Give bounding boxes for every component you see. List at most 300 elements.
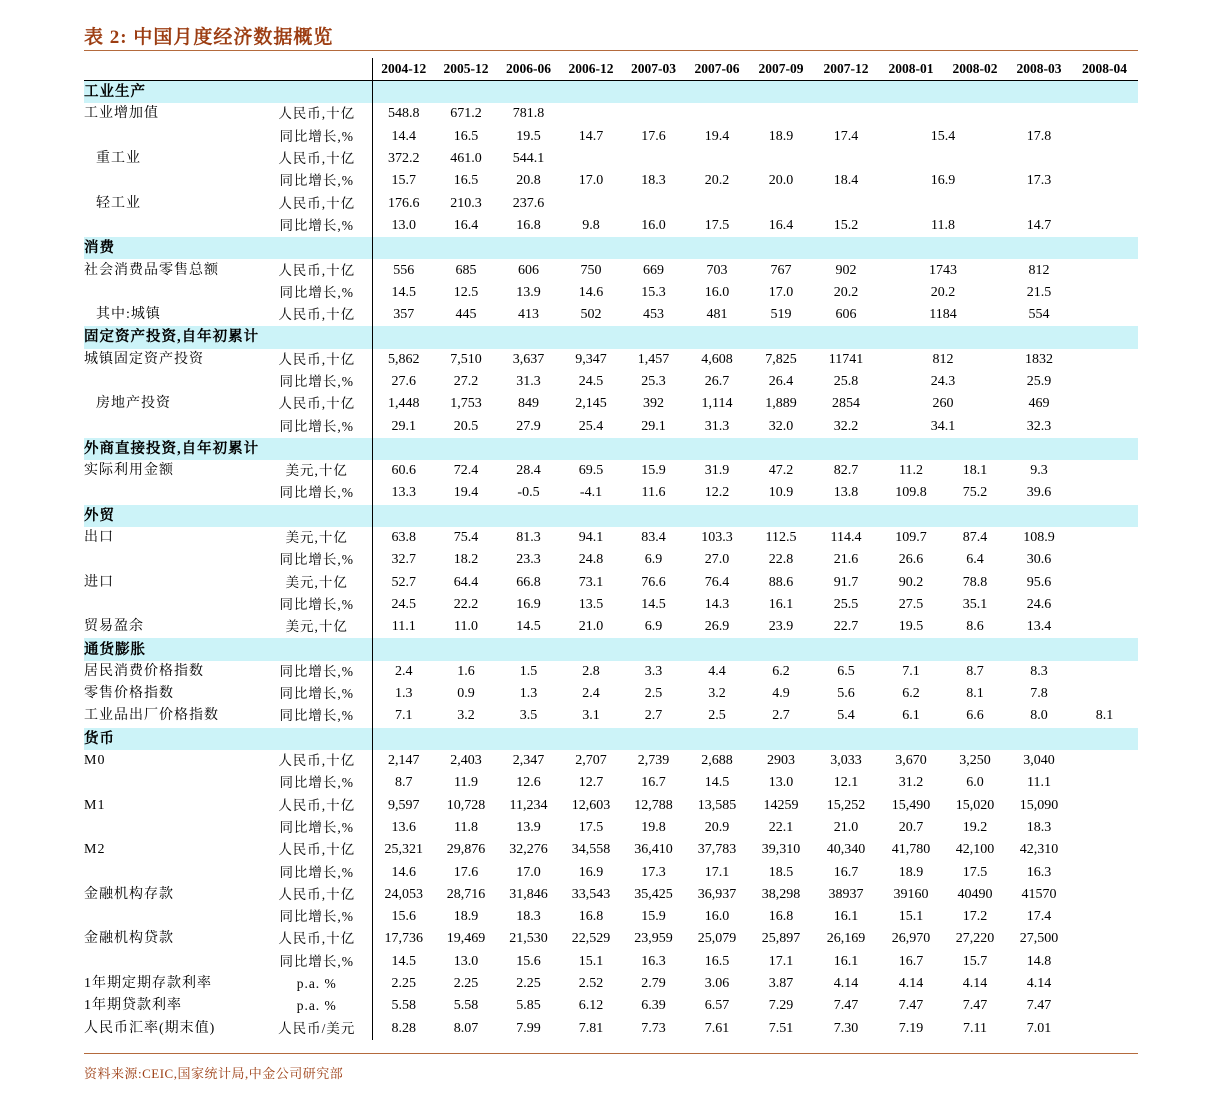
data-cell: 32.7: [372, 549, 435, 571]
data-cell: 37,783: [697, 842, 737, 858]
data-cell: 445: [455, 307, 477, 323]
data-cell: 11.9: [454, 775, 478, 791]
data-cell: [622, 192, 685, 214]
data-cell: [560, 103, 622, 125]
data-cell: 7,825: [765, 351, 797, 367]
row-unit: 人民币,十亿: [278, 195, 356, 211]
data-cell: 25.5: [833, 596, 859, 612]
data-cell: 2.52: [578, 976, 604, 992]
footer-divider: [84, 1053, 1138, 1054]
data-cell: 902: [835, 262, 857, 278]
table-row: [84, 861, 1138, 883]
data-cell: 39160: [893, 886, 929, 902]
data-cell: 16.1: [833, 909, 859, 925]
row-label: [84, 594, 262, 616]
data-cell: [1071, 126, 1138, 148]
data-cell: 27.9: [516, 418, 541, 434]
data-cell: 16.5: [453, 173, 479, 189]
row-label: [84, 415, 262, 437]
data-cell: 548.8: [372, 103, 435, 125]
data-cell: 27.0: [704, 552, 730, 568]
data-cell: [1071, 795, 1138, 817]
data-cell: 75.2: [962, 485, 988, 501]
table-row: [84, 795, 1138, 817]
data-cell: 15,252: [826, 797, 866, 813]
data-cell: 2,145: [575, 396, 607, 412]
data-cell: 109.7: [895, 530, 927, 546]
row-unit: 人民币/美元: [278, 1020, 356, 1036]
data-cell: 11.0: [454, 619, 478, 635]
data-cell: 8.07: [453, 1020, 479, 1036]
data-cell: 11.8: [454, 819, 478, 835]
data-cell: 17.1: [704, 864, 730, 880]
data-cell: 27.6: [372, 371, 435, 393]
data-cell: 24.6: [1026, 596, 1052, 612]
data-cell: 6.2: [772, 663, 790, 679]
data-cell: 0.9: [457, 686, 475, 702]
data-cell: 22.7: [833, 619, 859, 635]
data-cell: 87.4: [962, 530, 988, 546]
data-cell: 502: [580, 307, 602, 323]
data-cell: [1007, 192, 1071, 214]
data-cell: 19.2: [962, 819, 988, 835]
data-cell: 1,753: [450, 396, 482, 412]
row-label: 贸易盈余: [84, 619, 144, 635]
table-row: [84, 772, 1138, 794]
data-cell: 23,959: [634, 931, 673, 947]
data-cell: 2.7: [772, 708, 790, 724]
data-cell: 20.2: [833, 284, 859, 300]
table-row: [84, 304, 1138, 326]
data-cell: 15.7: [372, 170, 435, 192]
column-header: 2008-04: [1071, 58, 1138, 81]
data-cell: 16.3: [1026, 864, 1052, 880]
data-cell: 237.6: [512, 195, 545, 211]
data-cell: 18.3: [1026, 819, 1052, 835]
data-cell: 52.7: [372, 572, 435, 594]
data-cell: [1071, 817, 1138, 839]
table-row: [84, 616, 1138, 638]
data-cell: 20.8: [516, 173, 541, 189]
data-cell: 13.9: [516, 819, 541, 835]
data-cell: 26,970: [891, 931, 931, 947]
data-cell: 15,490: [891, 797, 931, 813]
data-cell: 781.8: [512, 106, 545, 122]
data-cell: 21.0: [578, 619, 604, 635]
data-cell: 14.5: [641, 596, 666, 612]
data-cell: 11.6: [641, 485, 666, 501]
data-cell: [1071, 282, 1138, 304]
data-cell: [685, 192, 749, 214]
data-cell: 8.3: [1030, 663, 1048, 679]
data-cell: 16.7: [641, 775, 666, 791]
source-note: 资料来源:CEIC,国家统计局,中金公司研究部: [84, 1066, 344, 1081]
data-cell: 11.1: [1027, 775, 1051, 791]
data-cell: [1071, 393, 1138, 415]
table-row: [84, 884, 1138, 906]
data-cell: 18.3: [641, 173, 666, 189]
data-cell: 606: [518, 262, 539, 278]
data-cell: 5.4: [837, 708, 855, 724]
data-cell: 2.25: [372, 973, 435, 995]
data-cell: 20.5: [453, 418, 479, 434]
data-cell: 75.4: [453, 530, 479, 546]
row-unit: 同比增长,%: [279, 864, 355, 880]
row-label: 工业增加值: [84, 106, 159, 122]
row-label: [84, 215, 262, 237]
data-cell: [1071, 661, 1138, 683]
data-cell: 26.7: [704, 374, 730, 389]
data-cell: 3.1: [582, 708, 600, 724]
table-row: [84, 192, 1138, 214]
data-cell: 7.11: [963, 1020, 987, 1036]
data-cell: 23.3: [516, 552, 541, 568]
section-header-row: [84, 326, 1138, 348]
data-cell: 210.3: [450, 195, 482, 211]
data-cell: 2.4: [372, 661, 435, 683]
data-cell: 5,862: [372, 349, 435, 371]
data-cell: 18.2: [453, 552, 479, 568]
data-cell: 14.5: [372, 282, 435, 304]
row-unit: 同比增长,%: [279, 374, 355, 389]
data-cell: 481: [706, 307, 728, 323]
data-cell: 544.1: [512, 151, 545, 167]
data-cell: 22.2: [453, 596, 479, 612]
data-cell: [879, 148, 943, 170]
data-cell: [1071, 371, 1138, 393]
table-row: [84, 839, 1138, 861]
data-cell: 88.6: [768, 574, 794, 590]
data-cell: 453: [643, 307, 664, 323]
data-cell: 13.4: [1026, 619, 1052, 635]
data-cell: 32,276: [509, 842, 548, 858]
data-cell: 2.5: [708, 708, 726, 724]
table-row: [84, 594, 1138, 616]
data-cell: 36,937: [697, 886, 737, 902]
data-cell: 17.3: [641, 864, 666, 880]
row-label: 房地产投资: [96, 396, 171, 412]
row-label: 零售价格指数: [84, 686, 174, 702]
data-cell: 16.0: [704, 284, 730, 300]
data-cell: [1071, 683, 1138, 705]
data-cell: 2,688: [701, 753, 733, 769]
row-unit: 同比增长,%: [279, 663, 355, 679]
section-fill: [372, 237, 1138, 259]
data-cell: 18.9: [768, 128, 794, 144]
data-cell: [1071, 750, 1138, 772]
data-cell: 1.6: [457, 663, 475, 679]
data-cell: 35,425: [634, 886, 673, 902]
data-cell: 16.8: [768, 909, 794, 925]
data-cell: 17.5: [578, 819, 604, 835]
data-cell: -0.5: [517, 485, 540, 501]
section-fill: [372, 438, 1138, 460]
row-label: M0: [84, 753, 106, 769]
data-cell: 15.2: [833, 217, 859, 233]
row-label: 1年期贷款利率: [84, 998, 182, 1014]
data-cell: 2.7: [644, 708, 663, 724]
data-cell: 17,736: [372, 928, 435, 950]
data-cell: 32.0: [768, 418, 794, 434]
row-unit: 美元,十亿: [285, 574, 348, 590]
data-cell: 39,310: [761, 842, 801, 858]
row-unit: 人民币,十亿: [278, 307, 356, 323]
data-cell: 19.5: [516, 128, 541, 144]
data-cell: 1.5: [519, 663, 538, 679]
data-cell: 8.28: [372, 1017, 435, 1039]
row-label: 城镇固定资产投资: [84, 351, 204, 367]
data-cell: 11.1: [372, 616, 435, 638]
row-label: [84, 817, 262, 839]
data-cell: 2,403: [450, 753, 482, 769]
data-cell: 15.1: [898, 909, 924, 925]
data-cell: 1743: [929, 262, 957, 278]
data-cell: 26.6: [898, 552, 924, 568]
data-cell: 26.4: [768, 374, 794, 389]
table-row: [84, 126, 1138, 148]
row-unit: 美元,十亿: [285, 463, 348, 479]
data-cell: 2.8: [582, 663, 600, 679]
data-cell: 2854: [832, 396, 860, 412]
row-label: 工业品出厂价格指数: [84, 708, 219, 724]
row-unit: 同比增长,%: [279, 552, 355, 568]
data-cell: 6.12: [578, 998, 604, 1014]
data-cell: 5.58: [372, 995, 435, 1017]
table-row: [84, 215, 1138, 237]
row-unit: 人民币,十亿: [278, 106, 356, 122]
data-cell: 47.2: [768, 463, 794, 479]
data-cell: 606: [835, 307, 857, 323]
data-cell: [1071, 482, 1138, 504]
data-cell: [1071, 170, 1138, 192]
data-cell: [1071, 772, 1138, 794]
data-cell: 1184: [929, 307, 957, 323]
data-cell: 12,603: [571, 797, 611, 813]
data-cell: 12.5: [453, 284, 479, 300]
data-cell: 28.4: [516, 463, 541, 479]
data-cell: [1071, 951, 1138, 973]
data-cell: 1,457: [637, 351, 670, 367]
row-unit: 同比增长,%: [279, 596, 355, 612]
data-cell: 21,530: [509, 931, 548, 947]
data-cell: 14.6: [578, 284, 604, 300]
row-label: [84, 861, 262, 883]
section-title: 外商直接投资,自年初累计: [84, 438, 372, 460]
data-cell: 14.4: [372, 126, 435, 148]
data-cell: 9,347: [575, 351, 607, 367]
data-cell: 29.1: [372, 415, 435, 437]
table-row: [84, 817, 1138, 839]
data-cell: 357: [372, 304, 435, 326]
table-row: [84, 259, 1138, 281]
table-row: [84, 1017, 1138, 1039]
data-cell: 685: [455, 262, 477, 278]
section-header-row: [84, 237, 1138, 259]
data-cell: 26.9: [704, 619, 730, 635]
data-cell: 6.4: [966, 552, 984, 568]
data-cell: 21.6: [833, 552, 859, 568]
column-header: 2006-12: [560, 58, 622, 81]
data-cell: 7.8: [1030, 686, 1048, 702]
data-cell: 15.1: [578, 953, 604, 969]
data-cell: 19.4: [704, 128, 730, 144]
data-cell: 27.5: [898, 596, 924, 612]
data-cell: 15,020: [955, 797, 995, 813]
data-cell: 20.2: [704, 173, 730, 189]
data-cell: 109.8: [895, 485, 927, 501]
data-cell: 24.5: [372, 594, 435, 616]
data-cell: 18.9: [898, 864, 924, 880]
section-header-row: [84, 81, 1138, 104]
data-cell: 7.19: [898, 1020, 924, 1036]
data-cell: 461.0: [450, 151, 482, 167]
data-cell: 16.8: [516, 217, 541, 233]
data-cell: [879, 192, 943, 214]
title-divider: [84, 50, 1138, 51]
row-unit: 人民币,十亿: [278, 842, 356, 858]
data-cell: 76.6: [641, 574, 666, 590]
data-cell: 8.1: [966, 686, 984, 702]
data-cell: 7.47: [1026, 998, 1052, 1014]
row-label: [84, 906, 262, 928]
data-cell: 9,597: [372, 795, 435, 817]
data-cell: [1071, 1017, 1138, 1039]
data-cell: 112.5: [765, 530, 797, 546]
data-cell: 25.9: [1026, 374, 1052, 389]
data-cell: 16.0: [704, 909, 730, 925]
data-cell: 8.7: [966, 663, 984, 679]
row-unit: p.a. %: [296, 976, 337, 992]
data-cell: 703: [706, 262, 728, 278]
data-cell: 16.7: [833, 864, 859, 880]
data-cell: 6.39: [641, 998, 666, 1014]
data-cell: 31.2: [898, 775, 924, 791]
row-unit: 人民币,十亿: [278, 753, 356, 769]
data-cell: 4.4: [708, 663, 726, 679]
data-cell: 40,340: [826, 842, 866, 858]
data-cell: 7.73: [641, 1020, 666, 1036]
table-row: [84, 973, 1138, 995]
data-cell: [622, 148, 685, 170]
column-header: 2007-12: [813, 58, 879, 81]
table-row: [84, 928, 1138, 950]
table-row: [84, 549, 1138, 571]
data-cell: 5.85: [516, 998, 541, 1014]
data-cell: 7.61: [704, 1020, 730, 1036]
data-cell: 2,707: [575, 753, 607, 769]
data-cell: 15.6: [516, 953, 541, 969]
row-label: 社会消费品零售总额: [84, 262, 219, 278]
data-cell: [1007, 148, 1071, 170]
data-cell: [749, 192, 813, 214]
data-cell: 3,250: [959, 753, 991, 769]
row-unit: 人民币,十亿: [278, 351, 356, 367]
data-cell: 21.5: [1026, 284, 1052, 300]
data-cell: 11,234: [509, 797, 548, 813]
data-cell: 42,100: [955, 842, 995, 858]
data-cell: 30.6: [1026, 552, 1052, 568]
data-cell: 35.1: [962, 596, 988, 612]
data-cell: [813, 103, 879, 125]
row-unit: 同比增长,%: [279, 775, 355, 791]
row-label: 出口: [84, 530, 114, 546]
data-cell: 91.7: [833, 574, 859, 590]
data-cell: 3,670: [895, 753, 927, 769]
data-cell: 12.2: [704, 485, 730, 501]
data-cell: 26,169: [826, 931, 866, 947]
data-cell: 8.6: [966, 619, 984, 635]
row-label: [84, 772, 262, 794]
data-cell: 31.3: [704, 418, 730, 434]
data-cell: 8.7: [372, 772, 435, 794]
data-cell: 13.6: [372, 817, 435, 839]
data-cell: [1071, 572, 1138, 594]
table-row: [84, 482, 1138, 504]
row-label: M2: [84, 842, 106, 858]
data-cell: 32.3: [1026, 418, 1052, 434]
data-cell: 114.4: [830, 530, 862, 546]
data-cell: 392: [643, 396, 664, 412]
data-cell: 90.2: [898, 574, 924, 590]
section-fill: [372, 728, 1138, 750]
data-cell: 2.79: [641, 976, 666, 992]
data-cell: 16.9: [578, 864, 604, 880]
data-cell: 13.8: [833, 485, 859, 501]
section-header-row: [84, 438, 1138, 460]
data-cell: 36,410: [634, 842, 673, 858]
data-cell: [1071, 594, 1138, 616]
data-cell: 3.06: [704, 976, 730, 992]
table-row: [84, 527, 1138, 549]
table-row: [84, 349, 1138, 371]
data-cell: 4.14: [898, 976, 924, 992]
row-unit: 人民币,十亿: [278, 931, 356, 947]
data-cell: 16.4: [768, 217, 794, 233]
table-row: [84, 393, 1138, 415]
header-blank: [262, 58, 372, 81]
data-cell: 22.1: [768, 819, 794, 835]
data-cell: 23.9: [768, 619, 794, 635]
data-cell: 27,220: [955, 931, 995, 947]
data-cell: 19,469: [446, 931, 486, 947]
data-cell: 671.2: [450, 106, 482, 122]
data-cell: 13.9: [516, 284, 541, 300]
data-cell: 2,347: [512, 753, 545, 769]
column-header: 2004-12: [372, 58, 435, 81]
data-cell: 40490: [957, 886, 993, 902]
data-cell: 8.1: [1095, 708, 1114, 724]
data-cell: 21.0: [833, 819, 859, 835]
data-cell: 15,090: [1019, 797, 1059, 813]
data-cell: 15.9: [641, 463, 666, 479]
column-header: 2008-01: [879, 58, 943, 81]
data-cell: [1071, 616, 1138, 638]
data-cell: 469: [1028, 396, 1050, 412]
data-cell: 2.5: [644, 686, 663, 702]
data-cell: 16.8: [578, 909, 604, 925]
data-cell: 4.14: [962, 976, 988, 992]
data-cell: 8.0: [1030, 708, 1048, 724]
data-cell: 1832: [1025, 351, 1053, 367]
column-header: 2008-03: [1007, 58, 1071, 81]
section-title: 工业生产: [84, 81, 372, 104]
row-label: 金融机构存款: [84, 886, 174, 902]
data-cell: 17.2: [962, 909, 988, 925]
row-label: [84, 371, 262, 393]
data-cell: 5.6: [837, 686, 855, 702]
data-cell: 4.14: [1026, 976, 1052, 992]
data-cell: 17.6: [641, 128, 666, 144]
